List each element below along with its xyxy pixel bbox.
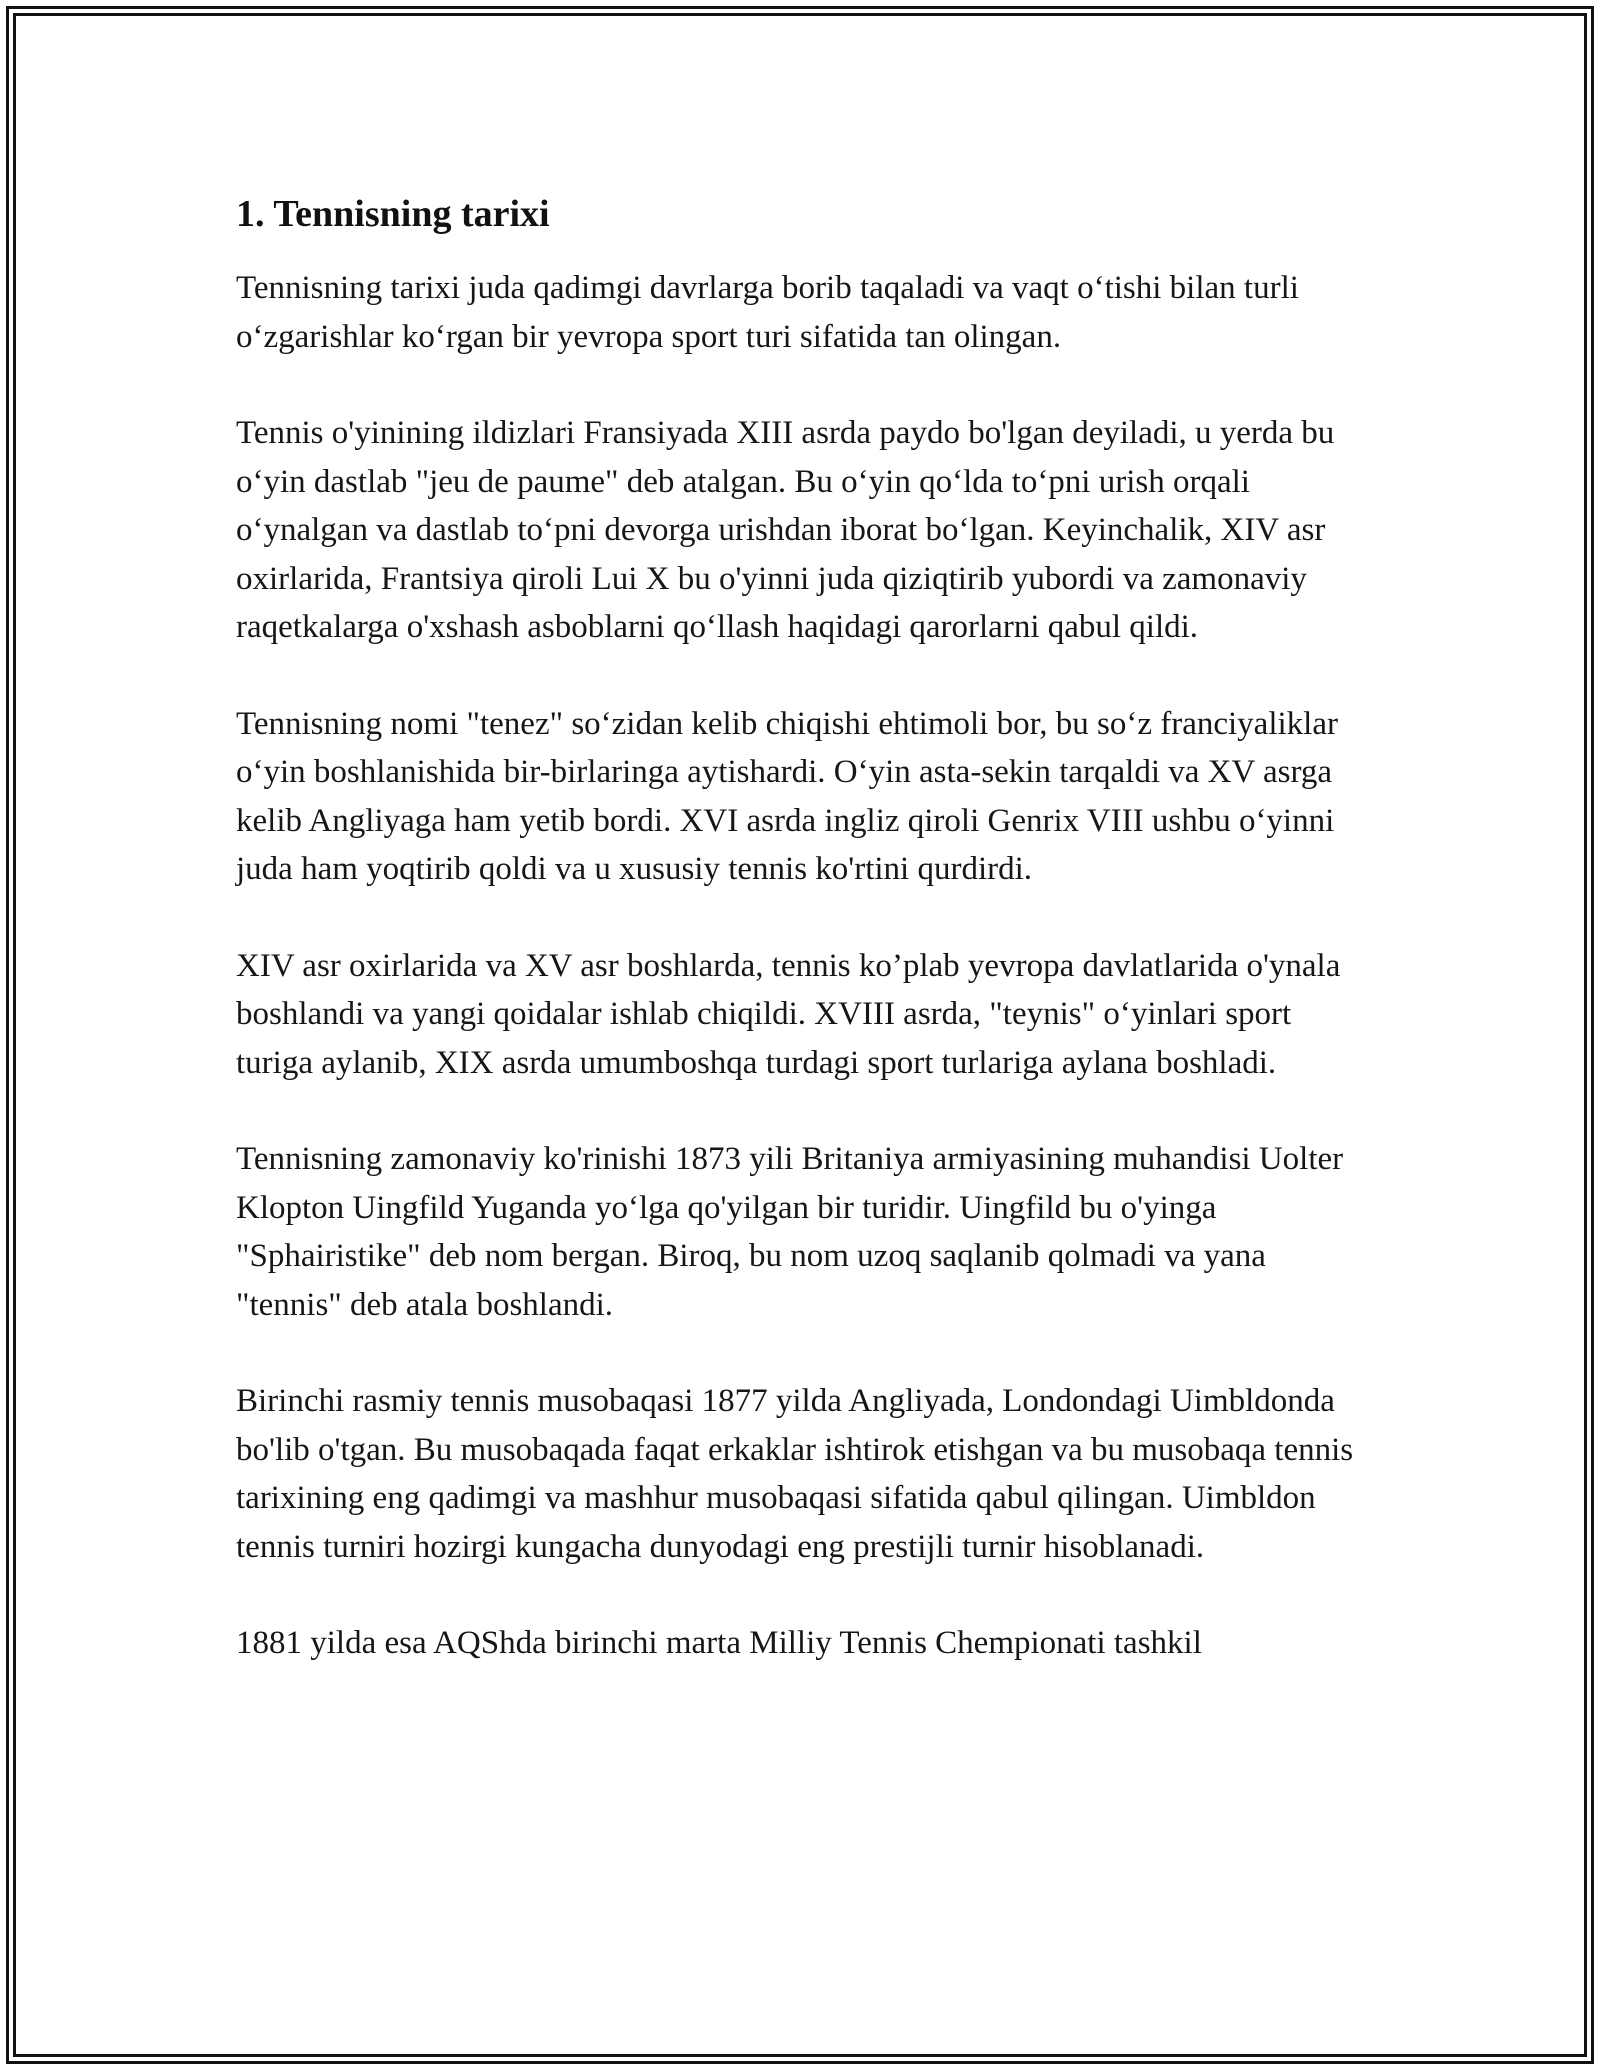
paragraph-spread-europe: XIV asr oxirlarida va XV asr boshlarda, tennis ko’plab yevropa davlatlarida o'ynala boshlandi va yangi qoidalar ishlab chiqildi. XVIII asrda, "teynis" o‘yinlari sport turiga aylanib, XIX asrda umumboshqa turdagi sport turlariga aylana boshladi. [236, 947, 1341, 1081]
paragraph-wimbledon: Birinchi rasmiy tennis musobaqasi 1877 yilda Angliyada, Londondagi Uimbldonda bo'lib o'tgan. Bu musobaqada faqat erkaklar ishtirok etishgan va bu musobaqa tennis tarixining eng qadimgi va mashhur musobaqasi sifatida qabul qilingan. Uimbldon tennis turniri hozirgi kungacha dunyodagi eng prestijli turnir hisoblanadi. [236, 1383, 1354, 1565]
section-title: 1. Tennisning tarixi [236, 193, 550, 235]
paragraph-origins-france: Tennis o'yinining ildizlari Fransiyada XIII asrda paydo bo'lgan deyiladi, u yerda bu o‘yin dastlab "jeu de paume" deb atalgan. Bu o‘yin qo‘lda to‘pni urish orqali o‘ynalgan va dastlab to‘pni devorga urishdan iborat bo‘lgan. Keyinchalik, XIV asr oxirlarida, Frantsiya qiroli Lui X bu o'yinni juda qiziqtirib yubordi va zamonaviy raqetkalarga o'xshash asboblarni qo‘llash haqidagi qarorlarni qabul qildi. [236, 415, 1335, 645]
paragraph-intro: Tennisning tarixi juda qadimgi davrlarga borib taqaladi va vaqt o‘tishi bilan turli o‘zgarishlar ko‘rgan bir yevropa sport turi sifatida tan olingan. [236, 270, 1299, 355]
paragraph-usa-championship: 1881 yilda esa AQShda birinchi marta Milliy Tennis Chempionati tashkil [236, 1625, 1202, 1661]
paragraph-modern-tennis: Tennisning zamonaviy ko'rinishi 1873 yili Britaniya armiyasining muhandisi Uolter Klopton Uingfild Yuganda yo‘lga qo'yilgan bir turidir. Uingfild bu o'yinga "Sphairistike" deb nom bergan. Biroq, bu nom uzoq saqlanib qolmadi va yana "tennis" deb atala boshlandi. [236, 1141, 1344, 1323]
document-body [236, 186, 1376, 1716]
paragraph-name-origin: Tennisning nomi "tenez" so‘zidan kelib chiqishi ehtimoli bor, bu so‘z franciyaliklar o‘yin boshlanishida bir-birlaringa aytishardi. O‘yin asta-sekin tarqaldi va XV asrga kelib Angliyaga ham yetib bordi. XVI asrda ingliz qiroli Genrix VIII ushbu o‘yinni juda ham yoqtirib qoldi va u xususiy tennis ko'rtini qurdirdi. [236, 705, 1338, 887]
